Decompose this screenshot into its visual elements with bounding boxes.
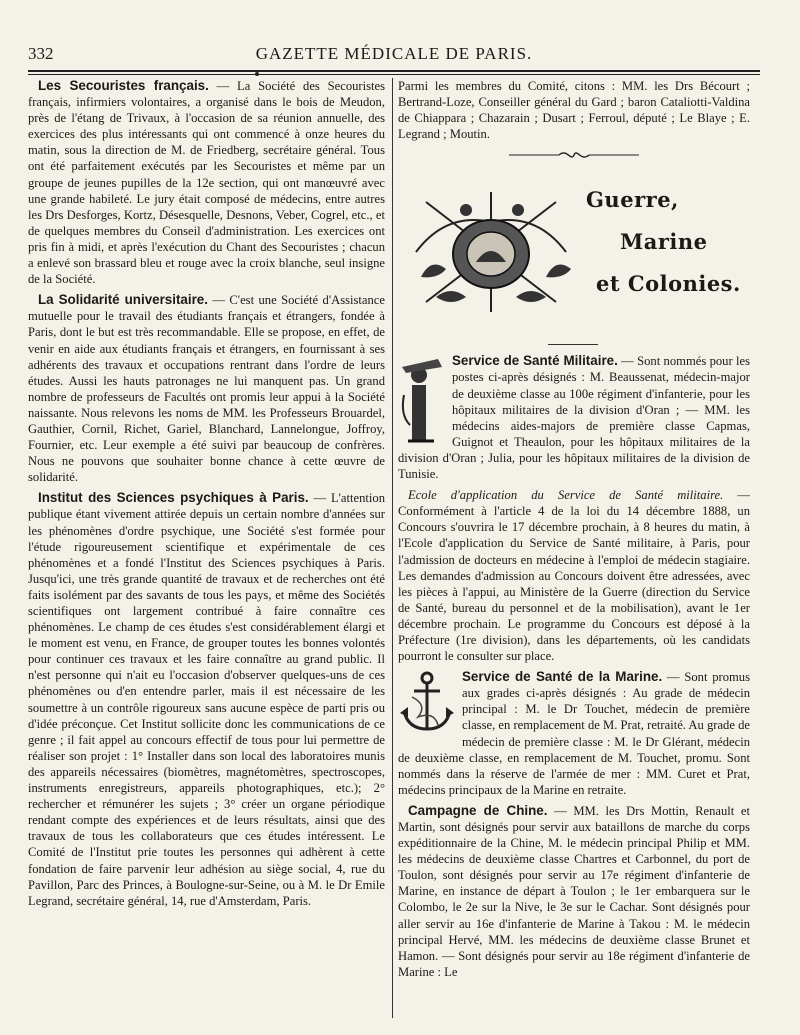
body-chine: — MM. les Drs Mottin, Renault et Martin, sont désignés pour servir aux bataillons de marche du corps expéditionnaire de la Chine, M. le médecin principal Philip et MM. les médecins de deuxième classe Chartres et Carbonnel, du port de Toulon, sont désignés pour servir au 17e régiment d'infanterie de Marine, en instance de départ à Toulon ; le 1er embarquera sur le Colombo, le 2e sur la Nive, le 3e sur le Cachar. Sont désignés pour aller servir au 16e d'infanterie de Marine à Takou : M. le médecin principal Hervé, MM. les médecins de deuxième classe Brunet et Hamon. — Sont désignés pour servir au 18e régiment d'infanterie de Marine : Le: [398, 803, 750, 979]
banner-word-colonies: et Colonies.: [596, 271, 741, 297]
article-solidarite: [28, 292, 385, 485]
bugler-figure-initial-icon: [398, 355, 446, 447]
decorative-rule-ornament-icon: [509, 148, 639, 162]
column-divider: [392, 78, 393, 1018]
anchor-icon: [398, 671, 456, 735]
section-rule: [548, 344, 598, 345]
heading-sante-militaire: Service de Santé Militaire.: [452, 353, 618, 369]
rule-dot: [255, 72, 259, 76]
running-header: [28, 44, 760, 66]
section-banner: [398, 168, 750, 338]
body-solidarite: — C'est une Société d'Assistance mutuelle pour le travail des étudiants français et étrangers, fondée à Paris, dont le but est très recommandable. Elle se propose, en effet, de venir en aide aux étudiants français et étrangers, en fournissant à ses adhérents des travaux et occupations rentrant dans l'ordre de leurs études. Aussi les hauts patronages ne lui manquent pas. Un grand nombre de professeurs de Facultés ont promis leur appui à la Société naissante. Nous relevons les noms de MM. les Professeurs Brouardel, Gauthier, Cornil, Richet, Gariel, Blanchard, Lannelongue, Joffroy, Fournier, etc. Leur exemple a été suivi par beaucoup de confrères. Nous ne pouvons que souhaiter bonne chance à cette œuvre de solidarité.: [28, 293, 385, 485]
banner-word-guerre: Guerre,: [586, 187, 679, 213]
heading-solidarite: La Solidarité universitaire.: [38, 292, 208, 308]
military-trophy-ornament-icon: [406, 182, 576, 322]
page-number: 332: [28, 44, 54, 63]
heading-institut: Institut des Sciences psychiques à Paris.: [38, 490, 309, 506]
body-ecole: — Conformément à l'article 4 de la loi du 14 décembre 1888, un Concours s'ouvrira le 17 décembre prochain, à 8 heures du matin, à l'Ecole d'application du Service de Santé militaire, à Paris, pour l'admission de docteurs en médecine à l'emploi de médecin stagiaire. Les demandes d'admission au Concours doivent être adressées, avec les pièces à l'appui, au Ministère de la Guerre (direction du Service de Santé, bureau du personnel et de la mobilisation), avant le 1er décembre prochain. Le programme du Concours est déposé à la Préfecture (1re division), dans les départements, où les candidats pourront le consulter sur place.: [398, 488, 750, 664]
body-institut: — L'attention publique étant vivement attirée depuis un certain nombre d'années sur les phénomènes d'ordre psychique, une Société s'est formée pour l'étude rigoureusement scientifique et expérimentale de ces phénomènes et a fondé l'Institut des Sciences psychiques à Paris. Jusqu'ici, une très grande quantité de travaux et de recherches ont été faits isolément par des savants de tous les pays, et même des Sociétés scientifiques ont largement contribué à faire connaître ces phénomènes. Le champ de ces études s'est considérablement élargi et le moment est venu, en France, de grouper toutes les bonnes volontés pour continuer ces travaux et les faire connaître au grand public. Il n'est personne qui n'ait eu l'occasion d'observer quelques-uns de ces phénomènes ou d'en entendre parler, mais il est nécessaire de les soumettre à un contrôle rigoureux sans aucune espèce de parti pris ou d'idée préconçue. Cet Institut sollicite donc les communications de ce genre ; il fait appel au concours effectif de tous pour lui permettre de réaliser son projet : 1° Installer dans son local des laboratoires munis des appareils nécessaires (biomètres, magnétomètres, spectroscopes, instruments enregistreurs, appareils photographiques, etc.); 2° rechercher et rémunérer les sujets ; 3° créer un organe périodique rendant compte des expériences et de leurs résultats, ainsi que des travaux de tous les collaborateurs que ces études intéressent. Le Comité de l'Institut prie toutes les personnes qui adhèrent à cette fondation de faire parvenir leur adhésion au siège social, 4, rue du Pavillon, Parc des Princes, à Boulogne-sur-Seine, ou à M. le Dr Emile Legrand, secrétaire général, 14, rue d'Amsterdam, Paris.: [28, 491, 386, 908]
heading-chine: Campagne de Chine.: [408, 802, 548, 818]
banner-word-marine: Marine: [620, 229, 708, 255]
body-sante-marine: — Sont promus aux grades ci-après désignés : Au grade de médecin principal : M. le Dr Touchet, médecin de première classe, en remplacement de M. Prat, retraité. Au grade de médecin de première classe : M. le Dr Glérant, médecin de deuxième classe, en remplacement de M. Touchet, promu. Sont nommés dans la réserve de l'armée de mer : MM. Curet et Prat, médecins principaux de la Marine en retraite.: [398, 670, 750, 797]
article-ecole: [398, 487, 750, 664]
header-rule-thin: [28, 74, 760, 75]
article-sante-marine: [398, 669, 750, 798]
article-institut: [28, 490, 385, 908]
lead-ecole: Ecole d'application du Service de Santé militaire.: [408, 488, 724, 503]
right-column: [398, 78, 750, 985]
article-comite: Parmi les membres du Comité, citons : MM. les Drs Bécourt ; Bertrand-Loze, Conseiller général du Gard ; baron Cataliotti-Valdina de Chiappara ; Chazarain ; Dusart ; Ferroul, député ; Le Blaye ; E. Legrand ; Moutin.: [398, 79, 750, 142]
body-secouristes: — La Société des Secouristes français, infirmiers volontaires, a organisé dans le bois de Meudon, près de l'étang de Trivaux, à l'occasion de sa réunion annuelle, des exercices des plus intéressants qui ont commencé à onze heures du matin, sous la direction de M. de Friedberg, secrétaire général. Tous ont été parfaitement exécutés par les Secouristes et même par un groupe de jeunes pupilles de la 12e section, qui ont manœuvré avec une grande habileté. Le jury était composé de médecins, entre autres les Drs Desforges, Kortz, Désesquelle, Desnons, Veber, Cogrel, etc., et de quelques membres du Conseil d'administration. Les exercices ont pris fin à midi, et après l'exécution du Chant des Secouristes ; chacun a enlevé son brassard bleu et rouge avec la croix blanche, seul insigne de la Société.: [28, 79, 385, 287]
article-sante-militaire: [398, 353, 750, 482]
journal-title: GAZETTE MÉDICALE DE PARIS.: [255, 44, 533, 63]
heading-secouristes: Les Secouristes français.: [38, 78, 209, 93]
heading-sante-marine: Service de Santé de la Marine.: [462, 669, 663, 685]
article-secouristes: [28, 78, 385, 287]
body-sante-militaire: — Sont nommés pour les postes ci-après désignés : M. Beaussenat, médecin-major de deuxième classe au 100e régiment d'infanterie, pour les hôpitaux militaires de la division d'Oran ; — MM. les médecins aides-majors de première classe Capmas, Guignot et Theaulon, pour les hôpitaux militaires de la division d'Oran ; Julia, pour les hôpitaux militaires de la division de Tunisie.: [398, 354, 750, 482]
left-column: [28, 78, 385, 914]
article-chine: [398, 803, 750, 980]
header-rule: [28, 70, 760, 72]
